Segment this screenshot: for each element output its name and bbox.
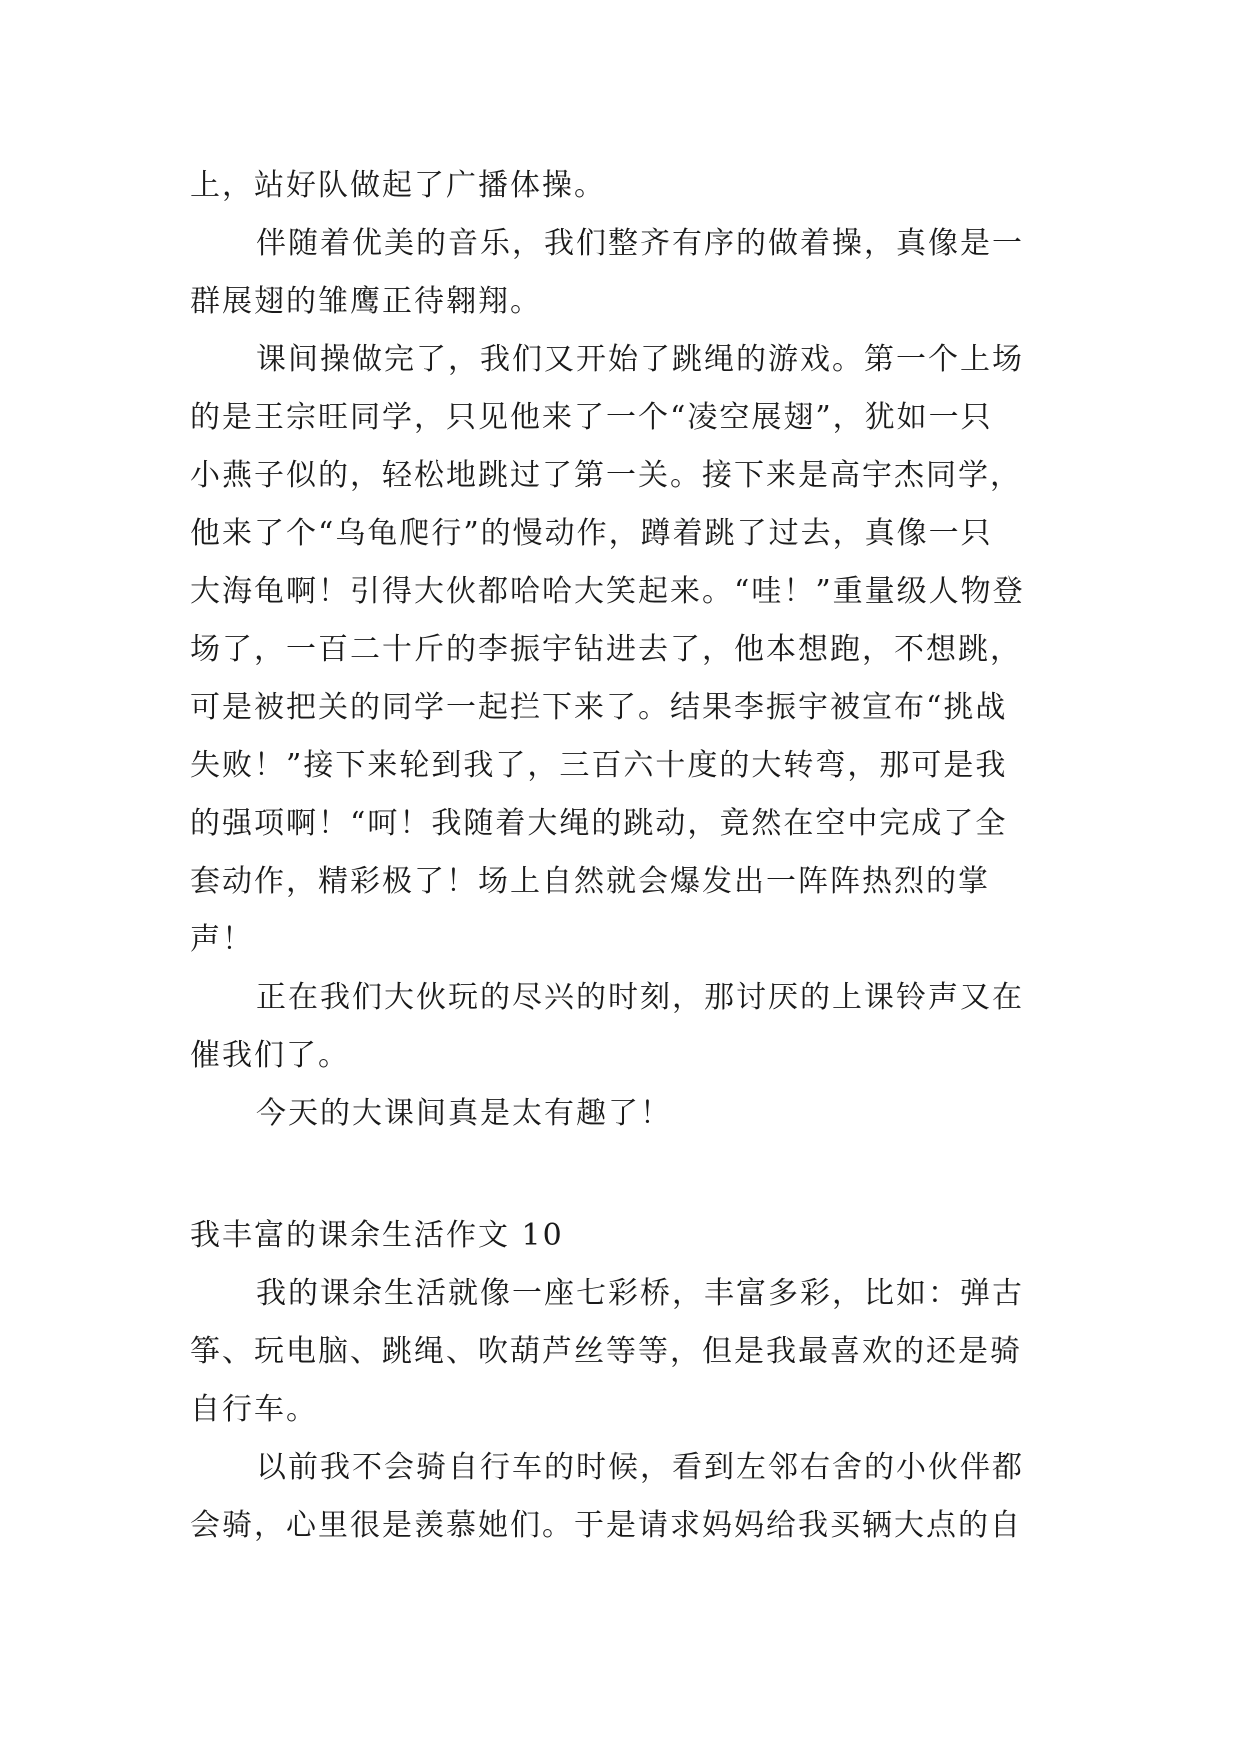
paragraph-line: 可是被把关的同学一起拦下来了。结果李振宇被宣布“挑战 [190, 690, 1008, 725]
paragraph-line: 套动作，精彩极了！场上自然就会爆发出一阵阵热烈的掌 [190, 864, 990, 899]
paragraph-line: 上，站好队做起了广播体操。 [190, 168, 606, 203]
paragraph-line: 伴随着优美的音乐，我们整齐有序的做着操，真像是一 [256, 226, 1024, 261]
paragraph-line: 小燕子似的，轻松地跳过了第一关。接下来是高宇杰同学， [190, 458, 1022, 493]
section-heading: 我丰富的课余生活作文 10 [190, 1218, 564, 1253]
paragraph-line: 会骑，心里很是羡慕她们。于是请求妈妈给我买辆大点的自 [190, 1508, 1022, 1543]
paragraph-line: 我的课余生活就像一座七彩桥，丰富多彩，比如：弹古 [256, 1276, 1024, 1311]
paragraph-line: 群展翅的雏鹰正待翱翔。 [190, 284, 542, 319]
paragraph-line: 以前我不会骑自行车的时候，看到左邻右舍的小伙伴都 [256, 1450, 1024, 1485]
paragraph-line: 场了，一百二十斤的李振宇钻进去了，他本想跑，不想跳， [190, 632, 1022, 667]
paragraph-line: 大海龟啊！引得大伙都哈哈大笑起来。“哇！”重量级人物登 [190, 574, 1025, 609]
paragraph-line: 自行车。 [190, 1392, 318, 1427]
paragraph-line: 他来了个“乌龟爬行”的慢动作，蹲着跳了过去，真像一只 [190, 516, 993, 551]
paragraph-line: 正在我们大伙玩的尽兴的时刻，那讨厌的上课铃声又在 [256, 980, 1024, 1015]
paragraph-line: 催我们了。 [190, 1038, 350, 1073]
paragraph-line: 的强项啊！“呵！我随着大绳的跳动，竟然在空中完成了全 [190, 806, 1008, 841]
paragraph-line: 的是王宗旺同学，只见他来了一个“凌空展翅”，犹如一只 [190, 400, 993, 435]
paragraph-line: 声！ [190, 922, 254, 957]
paragraph-line: 筝、玩电脑、跳绳、吹葫芦丝等等，但是我最喜欢的还是骑 [190, 1334, 1022, 1369]
paragraph-line: 课间操做完了，我们又开始了跳绳的游戏。第一个上场 [256, 342, 1024, 377]
paragraph-line: 失败！”接下来轮到我了，三百六十度的大转弯，那可是我 [190, 748, 1008, 783]
paragraph-line: 今天的大课间真是太有趣了！ [256, 1096, 672, 1131]
